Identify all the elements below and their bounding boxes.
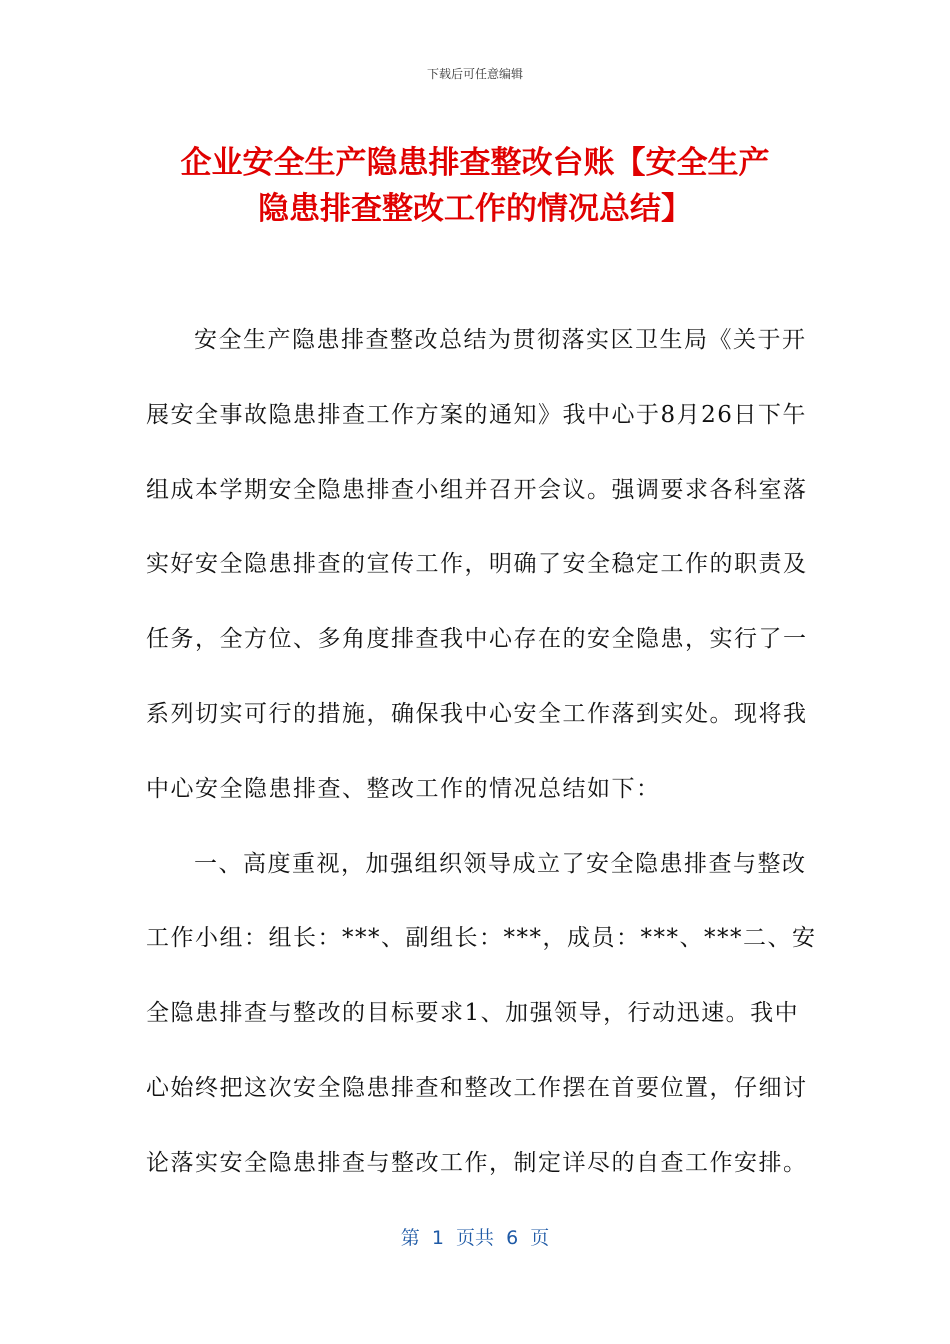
body-line: 实好安全隐患排查的宣传工作，明确了安全稳定工作的职责及 [146,551,808,578]
body-line: 心始终把这次安全隐患排查和整改工作摆在首要位置，仔细讨 [146,1074,808,1101]
document-title-line-1: 企业安全生产隐患排查整改台账【安全生产 [180,145,770,181]
body-line: 组成本学期安全隐患排查小组并召开会议。强调要求各科室落 [146,476,808,503]
page-header-note: 下载后可任意编辑 [426,67,523,81]
body-line: 系列切实可行的措施，确保我中心安全工作落到实处。现将我 [146,700,808,727]
body-line: 全隐患排查与整改的目标要求1、加强领导，行动迅速。我中 [146,1000,800,1027]
document-title [60,140,890,232]
document-body [146,322,817,1220]
body-line: 工作小组：组长：***、副组长：***，成员：***、***二、安 [146,925,817,952]
body-line: 一、高度重视，加强组织领导成立了安全隐患排查与整改 [194,850,807,877]
body-line: 任务，全方位、多角度排查我中心存在的安全隐患，实行了一 [146,626,808,653]
document-title-line-2: 隐患排查整改工作的情况总结】 [258,191,692,227]
body-line: 中心安全隐患排查、整改工作的情况总结如下： [146,775,661,802]
page-number-footer: 第 1 页共 6 页 [400,1227,550,1249]
body-line: 展安全事故隐患排查工作方案的通知》我中心于8月26日下午 [146,401,807,428]
body-line: 论落实安全隐患排查与整改工作，制定详尽的自查工作安排。 [146,1149,808,1176]
body-line: 安全生产隐患排查整改总结为贯彻落实区卫生局《关于开 [194,327,807,353]
